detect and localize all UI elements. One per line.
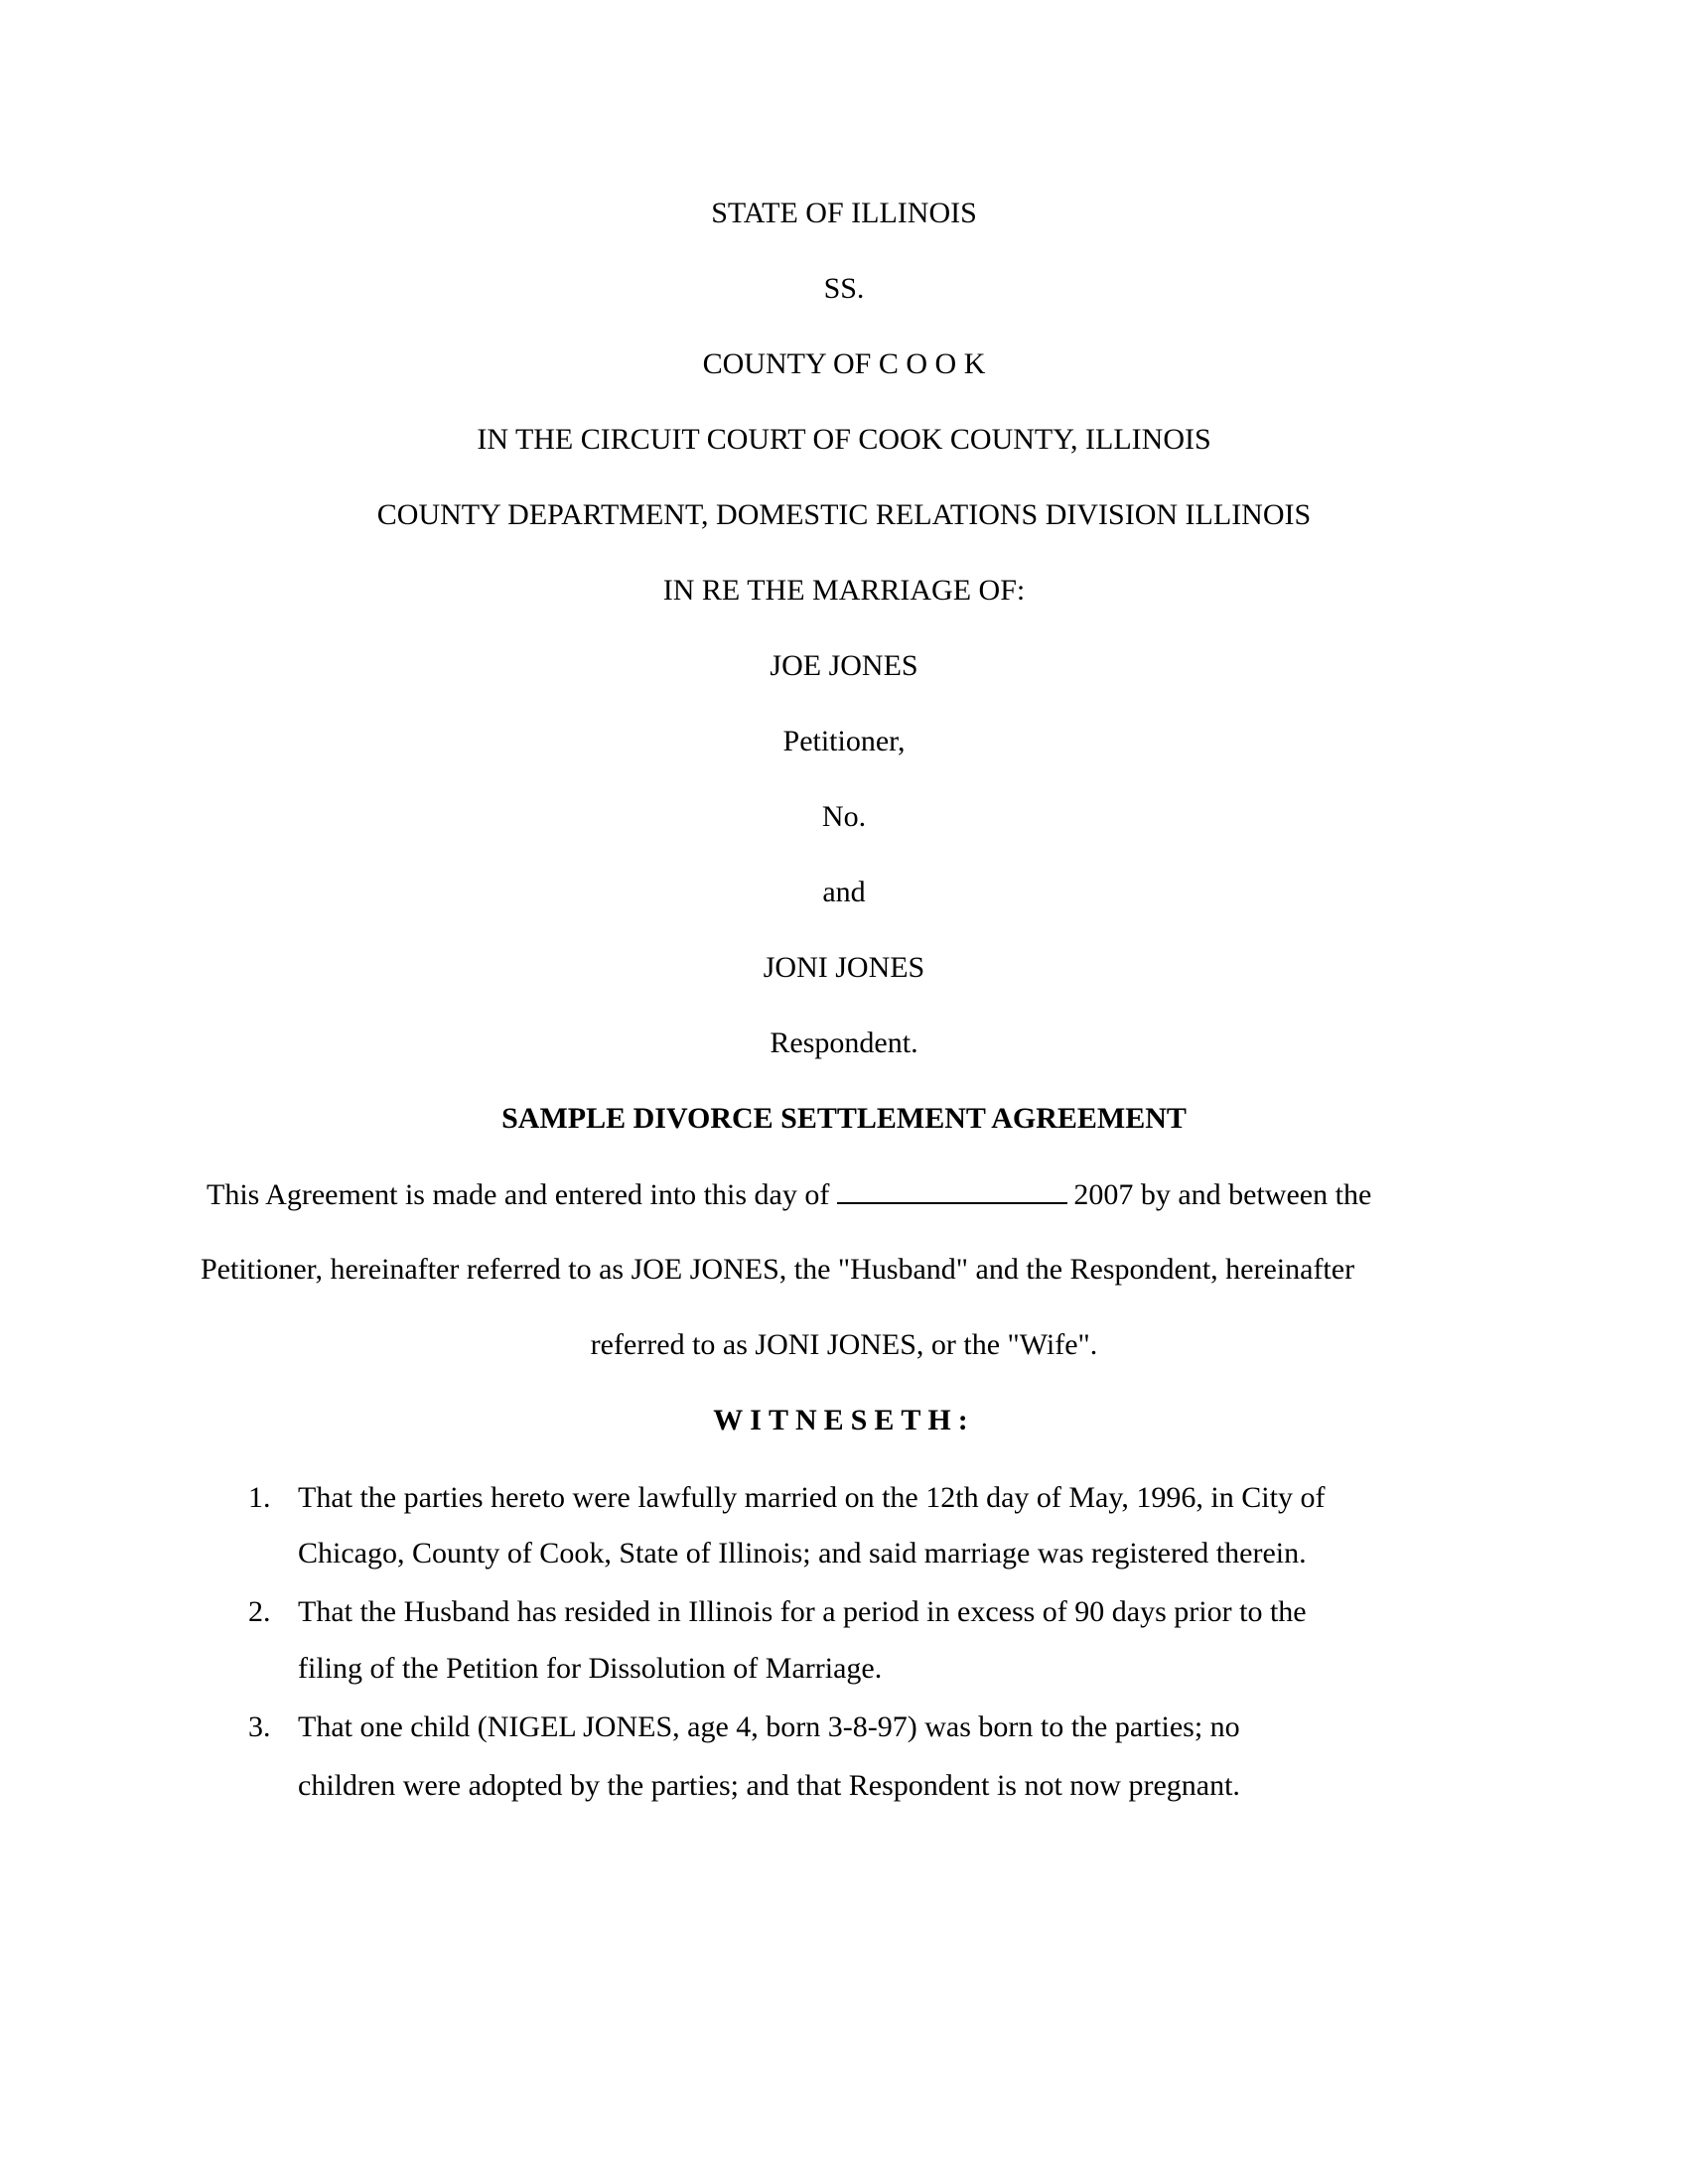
intro-line-2: Petitioner, hereinafter referred to as JOE JONES, the "Husband" and the Respondent, hereinafter	[201, 1253, 1355, 1286]
case-number-label: No.	[821, 800, 867, 833]
ss-heading: SS.	[823, 272, 865, 305]
witneseth-heading: WITNESETH:	[713, 1404, 975, 1436]
petitioner-label: Petitioner,	[782, 725, 906, 757]
document-title: SAMPLE DIVORCE SETTLEMENT AGREEMENT	[501, 1102, 1187, 1135]
list-number: 2.	[248, 1595, 271, 1628]
list-item-line: That one child (NIGEL JONES, age 4, born 3-8-97) was born to the parties; no	[298, 1710, 1240, 1743]
marriage-heading: IN RE THE MARRIAGE OF:	[662, 574, 1026, 607]
intro-text-after-blank: 2007 by and between the	[1073, 1178, 1372, 1211]
division-heading: COUNTY DEPARTMENT, DOMESTIC RELATIONS DIVISION ILLINOIS	[376, 498, 1312, 531]
conjunction-and: and	[822, 876, 866, 908]
respondent-name: JONI JONES	[763, 951, 925, 984]
state-heading: STATE OF ILLINOIS	[711, 197, 977, 229]
date-blank-field[interactable]	[837, 1176, 1067, 1204]
list-item-line: filing of the Petition for Dissolution of Marriage.	[298, 1652, 883, 1685]
intro-line-1	[207, 1176, 1371, 1213]
court-heading: IN THE CIRCUIT COURT OF COOK COUNTY, ILLINOIS	[477, 423, 1211, 456]
intro-text-before-blank: This Agreement is made and entered into this day of	[207, 1178, 830, 1211]
petitioner-name: JOE JONES	[770, 649, 918, 682]
respondent-label: Respondent.	[770, 1026, 918, 1059]
list-number: 3.	[248, 1710, 271, 1743]
county-heading: COUNTY OF C O O K	[702, 347, 986, 380]
list-number: 1.	[248, 1481, 271, 1514]
list-item-line: That the parties hereto were lawfully married on the 12th day of May, 1996, in City of	[298, 1481, 1326, 1514]
intro-line-3: referred to as JONI JONES, or the "Wife".	[590, 1328, 1098, 1361]
list-item-line: That the Husband has resided in Illinois for a period in excess of 90 days prior to the	[298, 1595, 1307, 1628]
list-item-line: children were adopted by the parties; and that Respondent is not now pregnant.	[298, 1769, 1240, 1802]
list-item-line: Chicago, County of Cook, State of Illinois; and said marriage was registered therein.	[298, 1537, 1307, 1570]
